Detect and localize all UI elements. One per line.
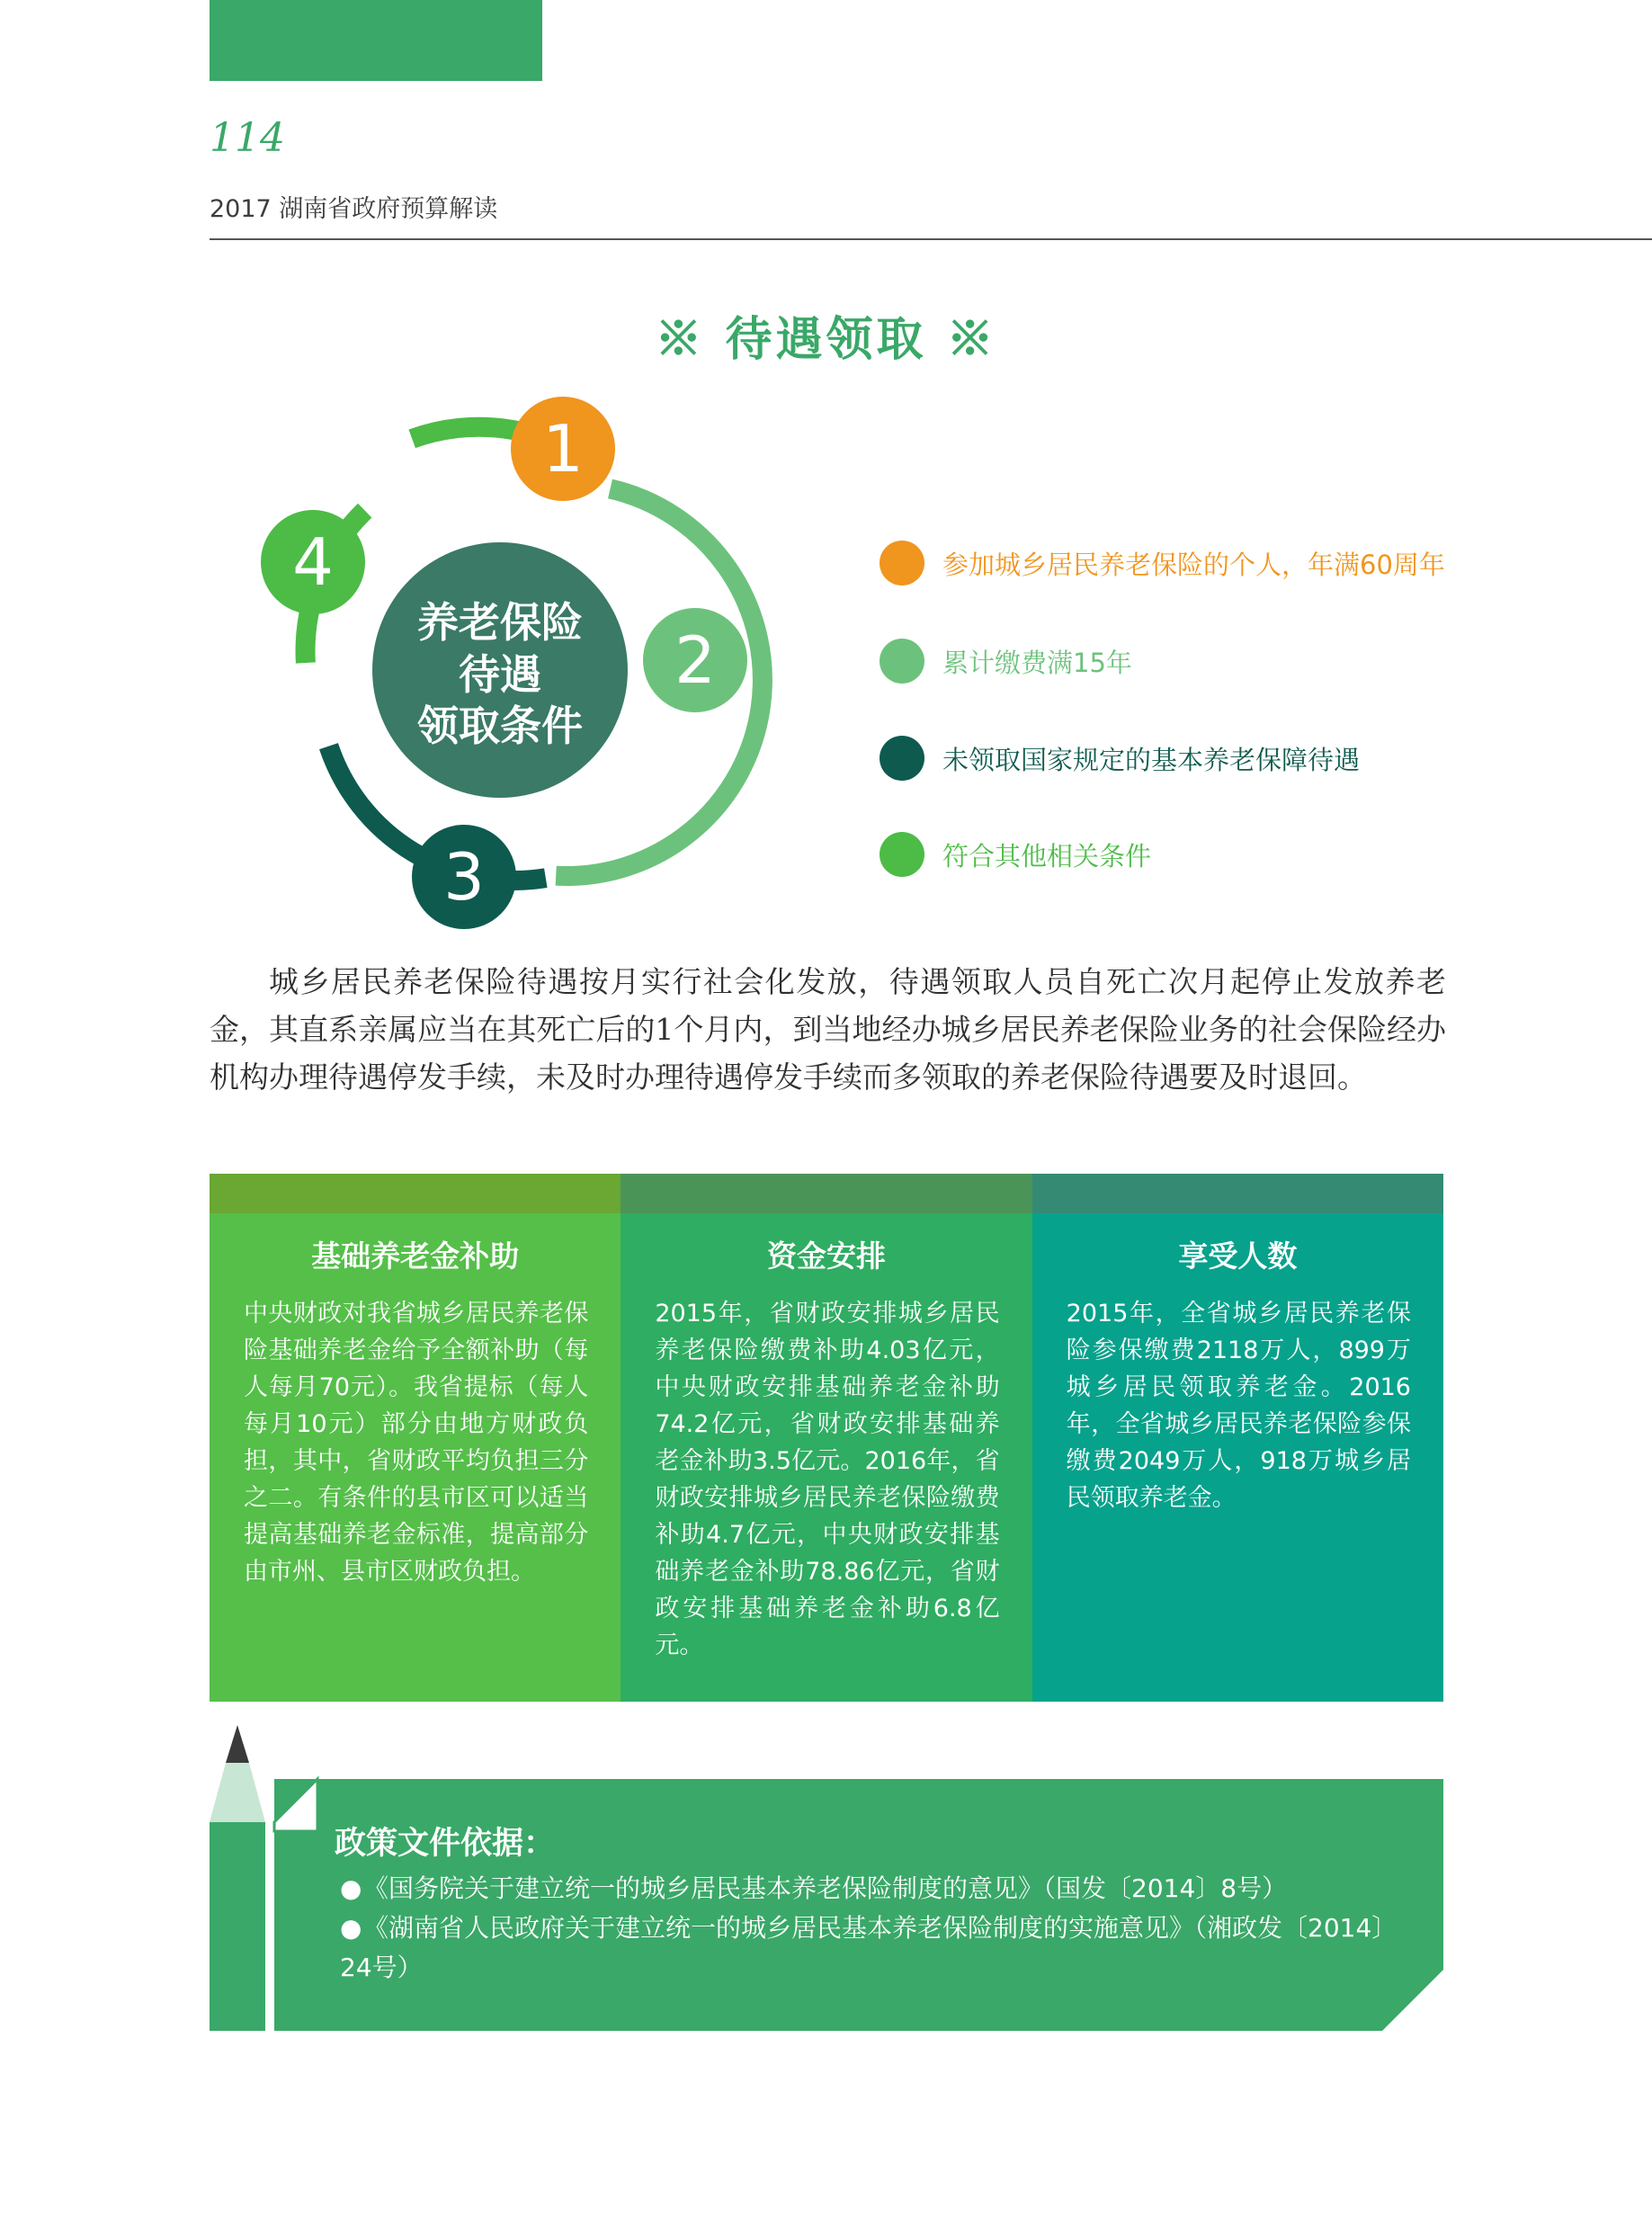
node-4-label: 4 bbox=[292, 524, 334, 600]
node-3-label: 3 bbox=[443, 839, 485, 915]
policy-title: 政策文件依据： bbox=[335, 1826, 556, 1862]
condition-item-1 bbox=[880, 541, 1445, 586]
condition-bullet bbox=[880, 736, 924, 781]
body-paragraph: 城乡居民养老保险待遇按月实行社会化发放，待遇领取人员自死亡次月起停止发放养老金，其直系亲属应当在其死亡后的1个月内，到当地经办城乡居民养老保险业务的社会保险经办机构办理待遇停发手续，未及时办理待遇停发手续而多领取的养老保险待遇要及时退回。 bbox=[210, 964, 1446, 1095]
node-2-label: 2 bbox=[674, 622, 716, 698]
header-tab bbox=[210, 0, 542, 81]
column-top-band bbox=[210, 1174, 621, 1213]
condition-item-4 bbox=[880, 832, 1151, 877]
column-title: 享受人数 bbox=[1178, 1238, 1298, 1274]
condition-text: 未领取国家规定的基本养老保障待遇 bbox=[942, 744, 1361, 775]
condition-text: 符合其他相关条件 bbox=[942, 840, 1152, 872]
column-basic-pension bbox=[210, 1174, 621, 1702]
policy-item-text: 《国务院关于建立统一的城乡居民基本养老保险制度的意见》（国发〔2014〕8号） bbox=[363, 1873, 1288, 1903]
center-line-3: 领取条件 bbox=[417, 702, 583, 750]
column-beneficiaries bbox=[1032, 1174, 1443, 1702]
condition-text: 累计缴费满15年 bbox=[942, 647, 1132, 678]
pencil-wood bbox=[210, 1763, 265, 1822]
section-title: ※ 待遇领取 ※ bbox=[655, 312, 997, 367]
column-body: 中央财政对我省城乡居民养老保险基础养老金给予全额补助（每人每月70元）。我省提标（每人每月10元）部分由地方财政负担，其中，省财政平均负担三分之二。有条件的县市区可以适当提高基础养老金标准，提高部分由市州、县市区财政负担。 bbox=[244, 1300, 589, 1586]
pencil-body bbox=[210, 1822, 265, 2031]
center-line-2: 待遇 bbox=[459, 650, 541, 699]
column-body: 2015年，全省城乡居民养老保险参保缴费2118万人，899万城乡居民领取养老金。2016年，全省城乡居民养老保险参保缴费2049万人，918万城乡居民领取养老金。 bbox=[1066, 1300, 1411, 1512]
node-1-label: 1 bbox=[542, 411, 584, 487]
policy-item-text: 《湖南省人民政府关于建立统一的城乡居民基本养老保险制度的实施意见》（湘政发〔2014〕24号） bbox=[340, 1913, 1398, 1982]
policy-bullet-icon: ● bbox=[340, 1873, 362, 1903]
condition-bullet bbox=[880, 832, 924, 877]
condition-item-3 bbox=[880, 736, 1360, 781]
condition-item-2 bbox=[880, 639, 1132, 684]
policy-item bbox=[340, 1909, 1419, 1988]
column-title: 资金安排 bbox=[766, 1238, 886, 1274]
center-line-1: 养老保险 bbox=[417, 598, 583, 647]
condition-text: 参加城乡居民养老保险的个人，年满60周年 bbox=[942, 549, 1445, 580]
condition-bullet bbox=[880, 639, 924, 684]
column-funding bbox=[621, 1174, 1031, 1702]
header-rule bbox=[210, 238, 1652, 240]
policy-item bbox=[340, 1869, 1419, 1909]
column-title: 基础养老金补助 bbox=[311, 1238, 520, 1274]
column-top-band bbox=[1032, 1174, 1443, 1213]
column-body: 2015年，省财政安排城乡居民养老保险缴费补助4.03亿元，中央财政安排基础养老金补助74.2亿元，省财政安排基础养老金补助3.5亿元。2016年，省财政安排城乡居民养老保险缴费补助4.7亿元，中央财政安排基础养老金补助78.86亿元，省财政安排基础养老金补助6.8亿元。 bbox=[655, 1300, 1000, 1659]
running-head: 2017 湖南省政府预算解读 bbox=[210, 195, 498, 223]
policy-bullet-icon: ● bbox=[340, 1913, 362, 1943]
pencil-tip bbox=[226, 1725, 249, 1763]
page-number: 114 bbox=[210, 115, 285, 161]
conditions-wheel bbox=[252, 382, 782, 940]
column-top-band bbox=[621, 1174, 1031, 1213]
condition-bullet bbox=[880, 541, 924, 586]
info-columns bbox=[210, 1174, 1443, 1702]
